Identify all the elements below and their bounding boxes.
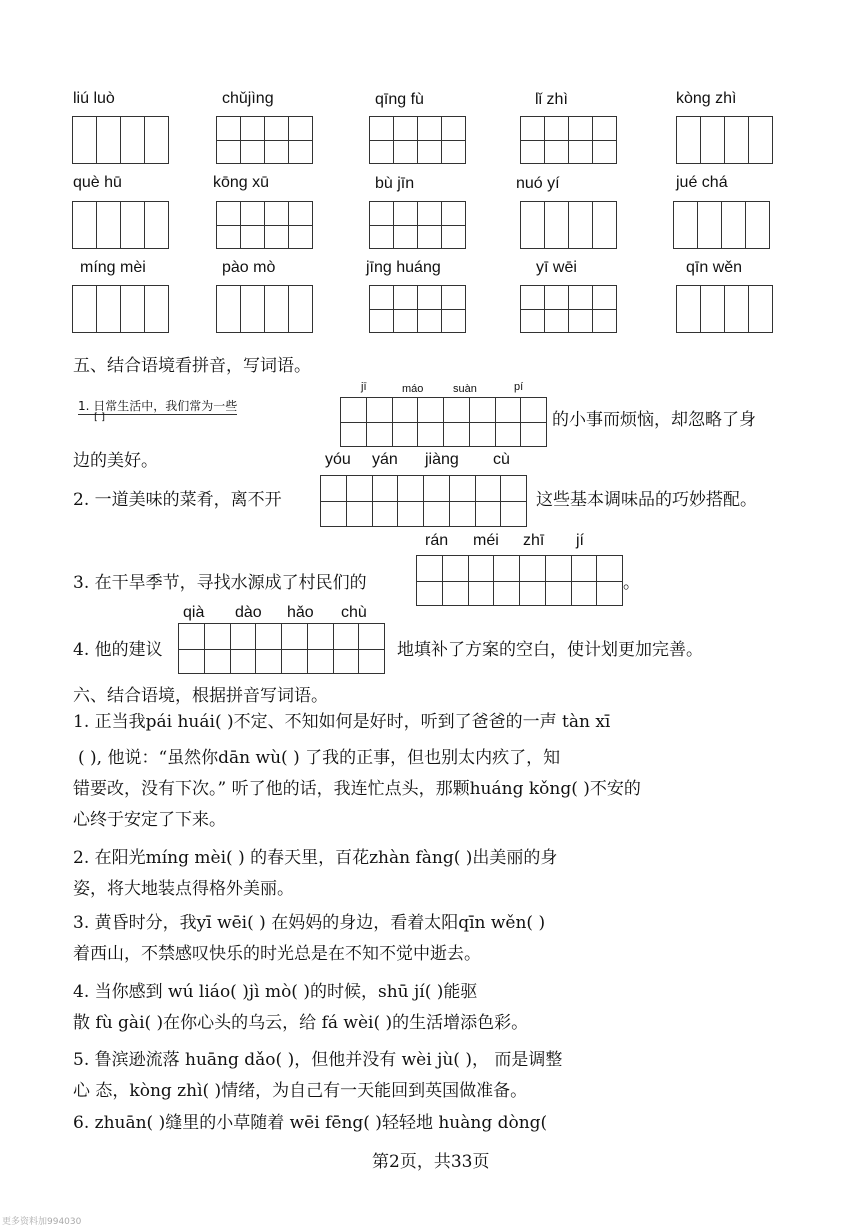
section-six-title: 六、结合语境，根据拼音写词语。 [73,686,328,706]
pinyin-label: chǔjìng [222,90,274,107]
answer-grid[interactable] [340,397,547,447]
paragraph-line: 姿，将大地装点得格外美丽。 [73,879,294,899]
writing-grid[interactable] [216,201,313,249]
paragraph-line: 4. 当你感到 wú liáo( )jì mò( )的时候，shū jí( )能驱 [73,982,478,1002]
writing-grid[interactable] [216,116,313,164]
question-text: 地填补了方案的空白，使计划更加完善。 [397,640,703,660]
paragraph-line: 心终于安定了下来。 [73,810,226,830]
pinyin-label: suàn [453,383,477,395]
paragraph-line: 心 态，kòng zhì( )情绪，为自己有一天能回到英国做准备。 [73,1081,528,1101]
pinyin-label: lǐ zhì [535,91,568,108]
writing-grid[interactable] [520,201,617,249]
pinyin-label: cù [493,451,510,468]
pinyin-label: yóu [325,451,351,468]
pinyin-label: pào mò [222,259,276,276]
pinyin-label: jīng huáng [366,259,441,276]
paragraph-line: 2. 在阳光míng mèi( ) 的春天里，百花zhàn fàng( )出美丽的身 [73,848,558,868]
pinyin-label: zhī [523,532,545,549]
pinyin-label: rán [425,532,449,549]
writing-grid[interactable] [72,116,169,164]
pinyin-label: hǎo [287,604,314,621]
paragraph-line: 散 fù gài( )在你心头的乌云，给 fá wèi( )的生活增添色彩。 [73,1013,529,1033]
writing-grid[interactable] [676,285,773,333]
pinyin-label: míng mèi [80,259,146,276]
pinyin-label: jué chá [676,174,728,191]
writing-grid[interactable] [676,116,773,164]
question-text: 4. 他的建议 [73,640,163,660]
pinyin-label: nuó yí [516,175,560,192]
pinyin-label: què hū [73,174,122,191]
pinyin-label: máo [402,383,424,395]
pinyin-label: kōng xū [213,174,270,191]
question-text: 1. 日常生活中，我们常为一些 [78,399,238,413]
writing-grid[interactable] [520,116,617,164]
pinyin-label: chù [341,604,367,621]
paragraph-line: 1. 正当我pái huái( )不定、不知如何是好时，听到了爸爸的一声 tàn xī [73,712,611,732]
paragraph-line: ( ), 他说：“虽然你dān wù( ) 了我的正事，但也别太内疚了，知 [78,748,561,768]
page-number: 第2页，共33页 [372,1152,490,1172]
pinyin-label: qīn wěn [686,259,743,276]
paragraph-line: 3. 黄昏时分，我yī wēi( ) 在妈妈的身边，看着太阳qīn wěn( ) [73,913,546,933]
pinyin-label: kòng zhì [676,90,737,107]
question-text: 3. 在干旱季节，寻找水源成了村民们的 [73,573,367,593]
answer-grid[interactable] [320,475,527,527]
writing-grid[interactable] [216,285,313,333]
watermark: 更多资料加994030 [2,1217,82,1227]
question-text: 的小事而烦恼，却忽略了身 [552,410,756,430]
pinyin-label: méi [473,532,499,549]
answer-grid[interactable] [416,555,623,606]
writing-grid[interactable] [72,285,169,333]
answer-grid[interactable] [178,623,385,674]
pinyin-label: jiàng [425,451,459,468]
pinyin-label: yī wēi [536,259,577,276]
question-text: 2. 一道美味的菜肴，离不开 [73,490,282,510]
paragraph-line: 6. zhuān( )缝里的小草随着 wēi fēng( )轻轻地 huàng dòng( [73,1113,548,1133]
question-text: 这些基本调味品的巧妙搭配。 [536,490,757,510]
pinyin-label: dào [235,604,262,621]
pinyin-label: jī [361,381,367,393]
writing-grid[interactable] [673,201,770,249]
writing-grid[interactable] [369,285,466,333]
question-text: 。 [623,573,640,593]
writing-grid[interactable] [369,116,466,164]
writing-grid[interactable] [72,201,169,249]
paragraph-line: 错要改，没有下次。” 听了他的话，我连忙点头，那颗huáng kǒng( )不安的 [73,779,641,799]
paragraph-line: 着西山，不禁感叹快乐的时光总是在不知不觉中逝去。 [73,944,481,964]
pinyin-label: qīng fù [375,91,424,108]
pinyin-label: liú luò [73,90,115,107]
pinyin-label: yán [372,451,398,468]
question-mark: [ ] [94,412,105,423]
question-text: 边的美好。 [73,451,158,471]
writing-grid[interactable] [520,285,617,333]
pinyin-label: qià [183,604,205,621]
paragraph-line: 5. 鲁滨逊流落 huāng dǎo( )，但他并没有 wèi jù( )， 而是调整 [73,1050,563,1070]
section-five-title: 五、结合语境看拼音，写词语。 [73,356,311,376]
writing-grid[interactable] [369,201,466,249]
pinyin-label: jí [576,532,584,549]
pinyin-label: pí [514,381,524,393]
pinyin-label: bù jīn [375,175,415,192]
